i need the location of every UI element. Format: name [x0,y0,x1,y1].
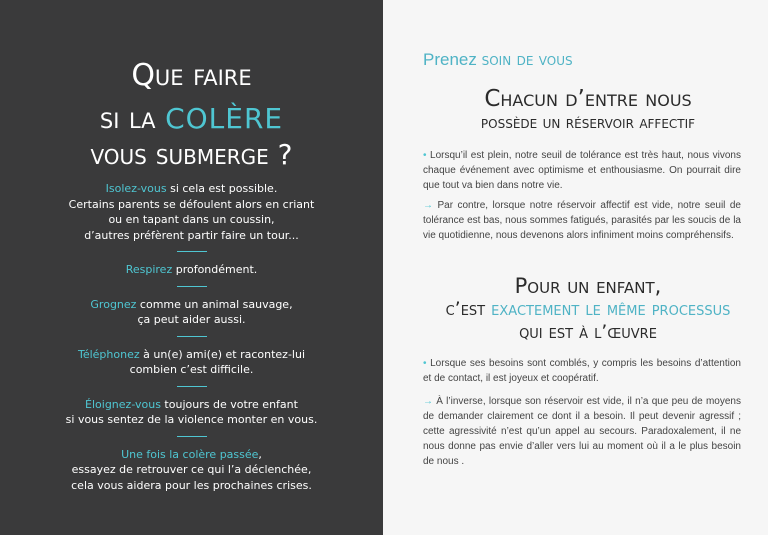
separator [177,386,207,387]
tip-line: ça peut aider aussi. [137,313,246,326]
kicker-accent: soin de vous [481,50,573,70]
kicker-text: Prenez [423,50,482,69]
tip-keyword: Éloignez-vous [85,397,161,411]
tip-text: à un(e) ami(e) et racontez-lui [139,347,306,361]
paragraph-needs-met [423,356,741,386]
separator [177,336,207,337]
tip-move-away [20,397,363,428]
tip-breathe [20,262,363,278]
paragraph-text: Lorsqu’il est plein, notre seuil de tolérance est très haut, nous vivons chaque événement avec optimisme et enthousiasme. On pourrait dire que tout va bien dans notre vie. [423,150,741,191]
paragraph-text: À l’inverse, lorsque son réservoir est vide, il n’a que peu de moyens de demander clairement ce dont il a besoin. Il peut devenir agressif ; cette agressivité n’est qu’un appel au secours. Paradoxalement, il ne nous donne pas envie d’aller vers lui au moment où il a le plus besoin de nous . [423,396,741,467]
arrow-marker: → [423,396,433,407]
title-line-2 [0,91,383,138]
tip-line: Certains parents se défoulent alors en criant [68,197,315,211]
paragraph-full-reservoir [423,148,741,193]
heading-line-1: Chacun d’entre nous [484,86,692,112]
heading-line-2 [423,298,753,321]
heading-reservoir [423,86,753,134]
tip-line: combien c’est difficile. [129,363,254,376]
title-line-1: Que faire [131,58,252,93]
tip-phone [20,347,363,378]
paragraph-text: Lorsque ses besoins sont comblés, y compris les besoins d’attention et de contact, il est joyeux et coopératif. [423,358,741,384]
tip-line: essayez de retrouver ce qui l’a déclenchée, [71,463,312,476]
tip-text: si cela est possible. [166,182,278,195]
heading-child [423,274,753,344]
page-title [0,60,383,169]
section-kicker [423,50,573,70]
arrow-marker: → [423,200,433,211]
tip-text: toujours de votre enfant [160,397,298,411]
tip-growl [20,297,363,328]
tip-line: cela vous aidera pour les prochaines crises. [71,478,312,492]
heading-line-1: Pour un enfant, [514,274,662,298]
title-line-3: vous submerge ? [90,137,293,171]
heading-line-2: possède un réservoir affectif [480,113,696,133]
tip-line: d’autres préfèrent partir faire un tour... [84,228,299,242]
bullet-marker: • [423,358,427,369]
tip-line: si vous sentez de la violence monter en vous. [65,413,318,426]
separator [177,251,207,252]
tip-text: profondément. [172,263,258,276]
tip-line: ou en tapant dans un coussin, [108,213,275,226]
tip-keyword: Isolez-vous [105,182,167,195]
paragraph-reservoir-empty-child [423,394,741,469]
tip-keyword: Téléphonez [77,347,140,361]
tip-keyword: Respirez [125,263,173,276]
tips-list [20,181,363,493]
title-accent-word: colère [165,91,284,138]
tip-keyword: Grognez [90,297,137,311]
right-page [383,0,768,535]
tip-text: comme un animal sauvage, [136,297,293,311]
heading-line-2-text: c’est [445,298,492,320]
bullet-marker: • [423,150,427,161]
separator [177,286,207,287]
heading-accent: exactement le même processus [491,298,731,320]
heading-line-3: qui est à l’œuvre [519,321,657,343]
left-page [0,0,383,535]
tip-keyword: Une fois la colère passée [121,447,259,461]
tip-isolate [20,181,363,243]
paragraph-text: Par contre, lorsque notre réservoir affectif est vide, notre seuil de tolérance est bas, nous sommes fatigués, parasités par les soucis de la vie quotidienne, nous devenons alors infiniment moins compréhensifs. [423,200,741,241]
title-line-2-text: si la [99,100,166,136]
paragraph-empty-reservoir [423,198,741,243]
tip-after-anger [20,447,363,494]
tip-text: , [258,447,262,461]
separator [177,436,207,437]
